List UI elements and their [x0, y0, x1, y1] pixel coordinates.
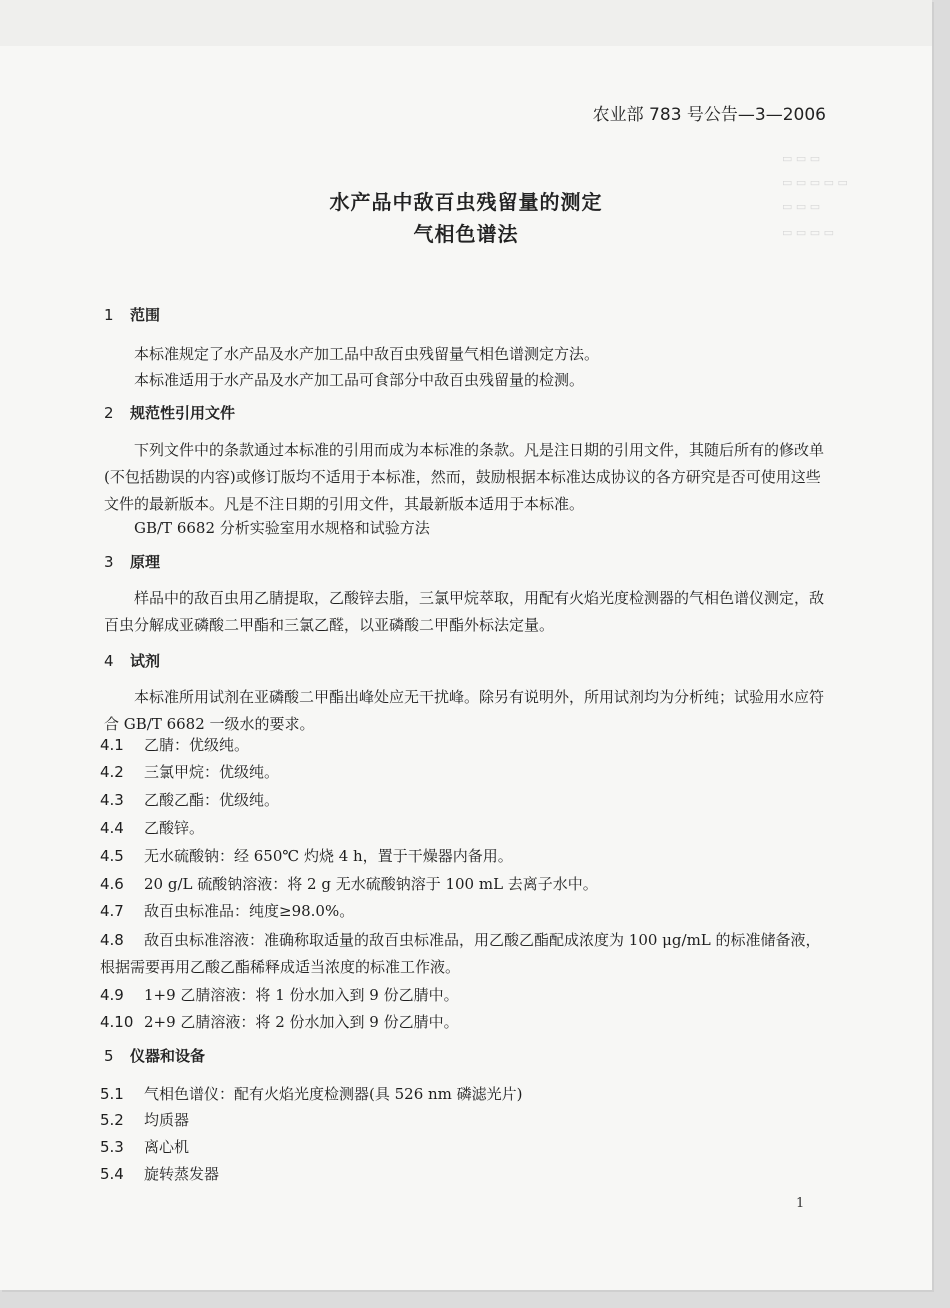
- section-title: 试剂: [130, 652, 161, 670]
- list-item: 4.4 乙酸锌。: [100, 819, 205, 837]
- section-title: 范围: [130, 306, 161, 324]
- document-title: 水产品中敌百虫残留量的测定: [329, 190, 603, 214]
- paragraph: 本标准适用于水产品及水产加工品可食部分中敌百虫残留量的检测。: [134, 371, 585, 389]
- page-number: 1: [796, 1196, 805, 1211]
- list-item: 4.8 敌百虫标准溶液：准确称取适量的敌百虫标准品，用乙酸乙酯配成浓度为 100 μg/mL 的标准储备液，根据需要再用乙酸乙酯稀释成适当浓度的标准工作液。: [100, 931, 821, 976]
- reference-entry: GB/T 6682 分析实验室用水规格和试验方法: [134, 519, 430, 537]
- list-item: 4.5 无水硫酸钠：经 650℃ 灼烧 4 h，置于干燥器内备用。: [100, 847, 513, 865]
- list-item: 5.1 气相色谱仪：配有火焰光度检测器(具 526 nm 磷滤光片): [100, 1085, 523, 1103]
- list-item: 4.3 乙酸乙酯：优级纯。: [100, 791, 280, 809]
- list-item: 4.2 三氯甲烷：优级纯。: [100, 763, 280, 781]
- paragraph: 本标准所用试剂在亚磷酸二甲酯出峰处应无干扰峰。除另有说明外，所用试剂均为分析纯；试验用水应符合 GB/T 6682 一级水的要求。: [104, 688, 825, 733]
- scan-top-band: [0, 0, 932, 46]
- list-item: 4.10 2+9 乙腈溶液：将 2 份水加入到 9 份乙腈中。: [100, 1013, 459, 1031]
- list-item: 4.7 敌百虫标准品：纯度≥98.0%。: [100, 902, 355, 920]
- paragraph: 下列文件中的条款通过本标准的引用而成为本标准的条款。凡是注日期的引用文件，其随后所有的修改单(不包括勘误的内容)或修订版均不适用于本标准，然而，鼓励根据本标准达成协议的各方研究是否可使用这些文件的最新版本。凡是不注日期的引用文件，其最新版本适用于本标准。: [104, 441, 825, 513]
- bleed-through-mark: ▭ ▭ ▭ ▭: [782, 226, 835, 239]
- section-number: 4: [104, 652, 114, 670]
- list-item: 5.4 旋转蒸发器: [100, 1165, 220, 1183]
- section-heading-2: [104, 402, 235, 423]
- list-item: 5.2 均质器: [100, 1111, 190, 1129]
- paragraph: 样品中的敌百虫用乙腈提取，乙酸锌去脂，三氯甲烷萃取，用配有火焰光度检测器的气相色谱仪测定，敌百虫分解成亚磷酸二甲酯和三氯乙醛，以亚磷酸二甲酯外标法定量。: [104, 589, 825, 634]
- list-item: 4.1 乙腈：优级纯。: [100, 736, 250, 754]
- section-number: 5: [104, 1047, 114, 1065]
- section-heading-1: [104, 304, 160, 325]
- section-title: 规范性引用文件: [130, 404, 236, 422]
- section-heading-3: [104, 551, 160, 572]
- section-number: 2: [104, 404, 114, 422]
- bleed-through-mark: ▭ ▭ ▭: [782, 152, 821, 165]
- section-heading-4: [104, 650, 160, 671]
- section-heading-5: [104, 1045, 205, 1066]
- list-item: 4.6 20 g/L 硫酸钠溶液：将 2 g 无水硫酸钠溶于 100 mL 去离子水中。: [100, 875, 598, 893]
- section-number: 3: [104, 553, 114, 571]
- list-item: 5.3 离心机: [100, 1138, 190, 1156]
- bleed-through-mark: ▭ ▭ ▭: [782, 200, 821, 213]
- section-title: 原理: [130, 553, 161, 571]
- section-number: 1: [104, 306, 114, 324]
- list-item: 4.9 1+9 乙腈溶液：将 1 份水加入到 9 份乙腈中。: [100, 986, 459, 1004]
- paragraph: 本标准规定了水产品及水产加工品中敌百虫残留量气相色谱测定方法。: [134, 345, 600, 363]
- bleed-through-mark: ▭ ▭ ▭ ▭ ▭: [782, 176, 848, 189]
- standard-code: 农业部 783 号公告—3—2006: [592, 105, 826, 125]
- document-subtitle: 气相色谱法: [413, 222, 519, 246]
- section-title: 仪器和设备: [130, 1047, 206, 1065]
